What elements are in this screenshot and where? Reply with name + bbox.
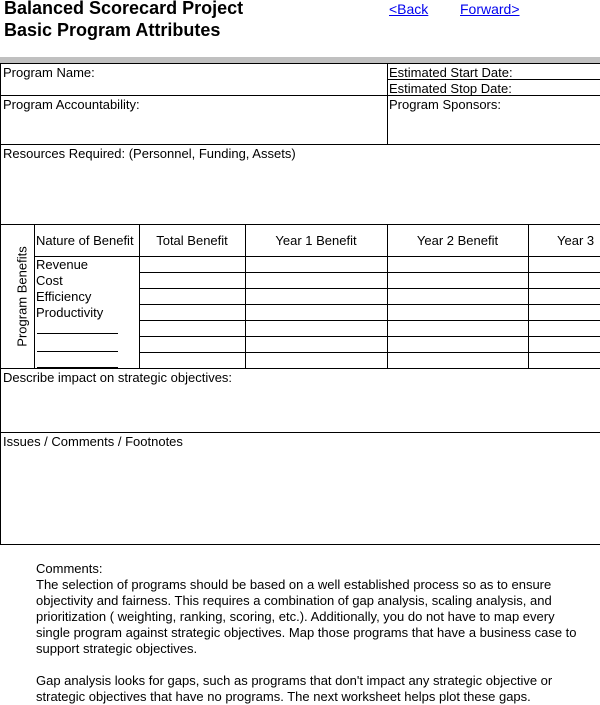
comments-block <box>36 561 586 705</box>
column-header: Year 3 <box>557 233 595 248</box>
comments-heading: Comments: <box>36 561 103 576</box>
page-subtitle: Basic Program Attributes <box>4 20 221 40</box>
benefit-row-label: Productivity <box>36 305 104 320</box>
grid-line <box>0 224 600 225</box>
blank-entry-line[interactable] <box>37 333 118 334</box>
grid-line <box>0 63 1 545</box>
page-title: Balanced Scorecard Project <box>4 0 244 18</box>
resources-label: Resources Required: (Personnel, Funding, Assets) <box>3 146 296 161</box>
grid-line <box>139 272 600 273</box>
back-link[interactable]: <Back <box>389 1 429 17</box>
grid-line <box>139 320 600 321</box>
grid-line <box>0 368 600 369</box>
grid-line <box>0 432 600 433</box>
program-name-label: Program Name: <box>3 65 95 80</box>
column-header: Nature of Benefit <box>36 233 134 248</box>
blank-entry-line[interactable] <box>37 367 118 368</box>
grid-line <box>139 336 600 337</box>
grid-line <box>528 224 529 369</box>
benefit-row-label: Efficiency <box>36 289 92 304</box>
comments-paragraph: The selection of programs should be based on a well established process so as to ensure objectivity and fairness. This requires a combination of gap analysis, scaling analysis, and prioritization ( weighting, ranking, scoring, etc.). Additionally, you do not have to map every single program against strategic objectives. Map those programs that have a business case to support strategic objectives. <box>36 577 577 656</box>
accountability-label: Program Accountability: <box>3 97 140 112</box>
column-header: Year 1 Benefit <box>275 233 357 248</box>
grid-line <box>139 288 600 289</box>
grid-line <box>139 304 600 305</box>
forward-link[interactable]: Forward> <box>460 1 520 17</box>
grid-line <box>387 63 388 145</box>
stop-date-label: Estimated Stop Date: <box>389 81 512 96</box>
grid-line <box>34 224 35 369</box>
blank-entry-line[interactable] <box>37 351 118 352</box>
grid-line <box>139 352 600 353</box>
column-header: Year 2 Benefit <box>416 233 499 248</box>
start-date-label: Estimated Start Date: <box>389 65 513 80</box>
column-header: Total Benefit <box>156 233 228 248</box>
strategic-impact-label: Describe impact on strategic objectives: <box>3 370 233 385</box>
sponsors-label: Program Sponsors: <box>389 97 501 112</box>
issues-label: Issues / Comments / Footnotes <box>3 434 183 449</box>
grid-line <box>0 63 600 64</box>
program-benefits-side-label: Program Benefits <box>14 246 30 347</box>
benefit-row-label: Cost <box>36 273 63 288</box>
comments-paragraph: Gap analysis looks for gaps, such as programs that don't impact any strategic objective or strategic objectives that have no programs. The next worksheet helps plot these gaps. <box>36 673 553 704</box>
grid-line <box>0 144 600 145</box>
grid-line <box>34 256 600 257</box>
grid-line <box>0 544 600 545</box>
benefit-row-label: Revenue <box>36 257 89 272</box>
